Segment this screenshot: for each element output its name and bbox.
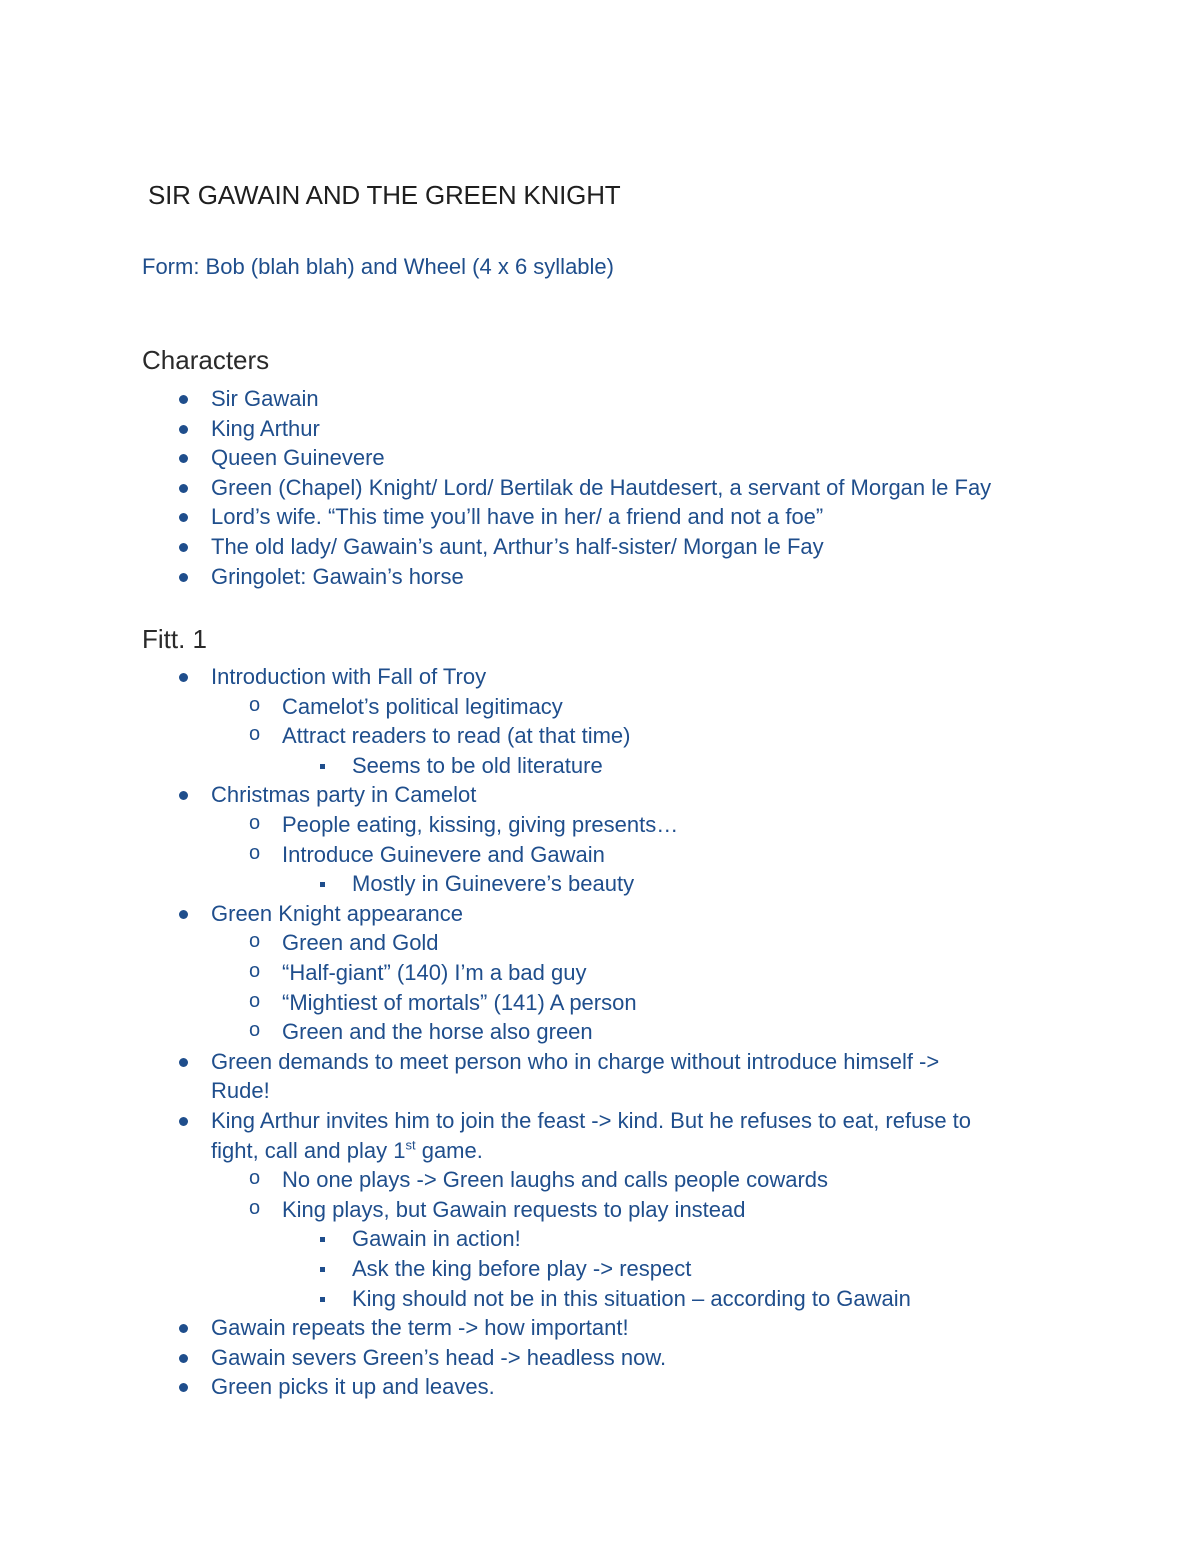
- bullet-dot-icon: [179, 910, 188, 919]
- bullet-dot-icon: [179, 484, 188, 493]
- list-item: [211, 1047, 939, 1106]
- bullet-circle-icon: o: [249, 930, 261, 953]
- bullet-square-icon: [320, 764, 325, 769]
- bullet-dot-icon: [179, 673, 188, 682]
- bullet-circle-icon: o: [249, 989, 261, 1012]
- list-item-text: King plays, but Gawain requests to play instead: [282, 1196, 746, 1222]
- bullet-circle-icon: o: [249, 723, 261, 746]
- list-item: [211, 1372, 495, 1402]
- list-item: [352, 1224, 521, 1254]
- list-item: [282, 1017, 593, 1047]
- bullet-circle-icon: o: [249, 1167, 261, 1190]
- bullet-square-icon: [320, 1297, 325, 1302]
- list-item-text: Gawain repeats the term -> how important!: [211, 1315, 629, 1341]
- list-item-text: Camelot’s political legitimacy: [282, 693, 563, 719]
- list-item-text: Sir Gawain: [211, 386, 319, 411]
- list-item: [211, 502, 823, 532]
- bullet-circle-icon: o: [249, 1019, 261, 1042]
- list-item: [282, 988, 637, 1018]
- list-item-text: King Arthur invites him to join the feast -> kind. But he refuses to eat, refuse to: [211, 1108, 972, 1133]
- list-item-text: Green (Chapel) Knight/ Lord/ Bertilak de Hautdesert, a servant of Morgan le Fay: [211, 474, 992, 500]
- list-item: [282, 1165, 828, 1195]
- bullet-circle-icon: o: [249, 693, 261, 716]
- bullet-dot-icon: [179, 1324, 188, 1333]
- list-item-text: Lord’s wife. “This time you’ll have in her/ a friend and not a foe”: [211, 504, 824, 530]
- bullet-square-icon: [320, 882, 325, 887]
- superscript-text: st: [405, 1137, 416, 1153]
- list-item-text: Introduce Guinevere and Gawain: [282, 841, 605, 867]
- list-item-text: Green picks it up and leaves.: [211, 1374, 495, 1400]
- bullet-dot-icon: [179, 513, 188, 522]
- bullet-dot-icon: [179, 543, 188, 552]
- list-item: [282, 840, 605, 870]
- list-item: [211, 1313, 629, 1343]
- list-item: [282, 1195, 746, 1225]
- list-item: [211, 662, 486, 692]
- list-item: [211, 899, 463, 929]
- list-item: [352, 1254, 691, 1284]
- list-item: [282, 958, 586, 988]
- list-item: [282, 928, 439, 958]
- list-item: [211, 473, 991, 503]
- continuation-text: fight, call and play 1: [211, 1137, 406, 1163]
- list-item-text: Attract readers to read (at that time): [282, 723, 631, 749]
- list-item-text: “Half-giant” (140) I’m a bad guy: [282, 960, 587, 985]
- list-item-text: Green Knight appearance: [211, 900, 463, 926]
- list-item: [352, 1284, 911, 1314]
- list-item: [282, 721, 630, 751]
- characters-heading: Characters: [142, 345, 270, 375]
- list-item: [211, 1343, 666, 1373]
- list-item: [211, 1106, 971, 1165]
- bullet-circle-icon: o: [249, 1196, 261, 1219]
- list-item: [282, 692, 563, 722]
- list-item-continuation: [211, 1136, 971, 1166]
- continuation-text: Rude!: [211, 1078, 270, 1104]
- list-item: [352, 751, 603, 781]
- bullet-dot-icon: [179, 791, 188, 800]
- list-item: [211, 384, 319, 414]
- list-item: [282, 810, 678, 840]
- list-item-text: “Mightiest of mortals” (141) A person: [282, 989, 637, 1015]
- list-item-text: Mostly in Guinevere’s beauty: [352, 871, 635, 897]
- list-item-text: King should not be in this situation – according to Gawain: [352, 1285, 911, 1311]
- bullet-dot-icon: [179, 573, 188, 582]
- bullet-dot-icon: [179, 1117, 188, 1126]
- list-item-text: Gawain severs Green’s head -> headless now.: [211, 1344, 667, 1370]
- list-item-text: Queen Guinevere: [211, 445, 385, 471]
- bullet-dot-icon: [179, 1383, 188, 1392]
- bullet-circle-icon: o: [249, 960, 261, 982]
- list-item-text: Gawain in action!: [352, 1226, 521, 1252]
- list-item: [211, 532, 824, 562]
- list-item-text: Christmas party in Camelot: [211, 782, 477, 808]
- list-item-text: Gringolet: Gawain’s horse: [211, 563, 464, 589]
- list-item-text: The old lady/ Gawain’s aunt, Arthur’s half-sister/ Morgan le Fay: [211, 534, 824, 559]
- list-item: [211, 414, 320, 444]
- list-item: [211, 780, 476, 810]
- bullet-dot-icon: [179, 425, 188, 434]
- list-item: [211, 443, 385, 473]
- fitt1-heading: Fitt. 1: [142, 624, 208, 654]
- list-item-text: Green and the horse also green: [282, 1019, 593, 1045]
- bullet-circle-icon: o: [249, 812, 261, 834]
- list-item: [352, 869, 634, 899]
- list-item-text: Introduction with Fall of Troy: [211, 664, 487, 689]
- list-item-text: Seems to be old literature: [352, 752, 603, 778]
- bullet-dot-icon: [179, 1058, 188, 1067]
- list-item-text: Green and Gold: [282, 930, 439, 956]
- list-item-text: Green demands to meet person who in charge without introduce himself ->: [211, 1048, 940, 1074]
- bullet-dot-icon: [179, 454, 188, 463]
- list-item: [211, 562, 464, 592]
- bullet-dot-icon: [179, 1354, 188, 1363]
- list-item-continuation: [211, 1076, 939, 1106]
- list-item-text: King Arthur: [211, 415, 320, 441]
- document-title: SIR GAWAIN AND THE GREEN KNIGHT: [148, 180, 621, 210]
- continuation-text-after: game.: [415, 1137, 483, 1163]
- list-item-text: No one plays -> Green laughs and calls people cowards: [282, 1167, 829, 1193]
- bullet-square-icon: [320, 1267, 325, 1272]
- list-item-text: People eating, kissing, giving presents…: [282, 812, 679, 837]
- bullet-square-icon: [320, 1237, 325, 1242]
- form-line: Form: Bob (blah blah) and Wheel (4 x 6 syllable): [142, 254, 614, 279]
- bullet-dot-icon: [179, 395, 188, 404]
- bullet-circle-icon: o: [249, 841, 261, 864]
- list-item-text: Ask the king before play -> respect: [352, 1256, 692, 1281]
